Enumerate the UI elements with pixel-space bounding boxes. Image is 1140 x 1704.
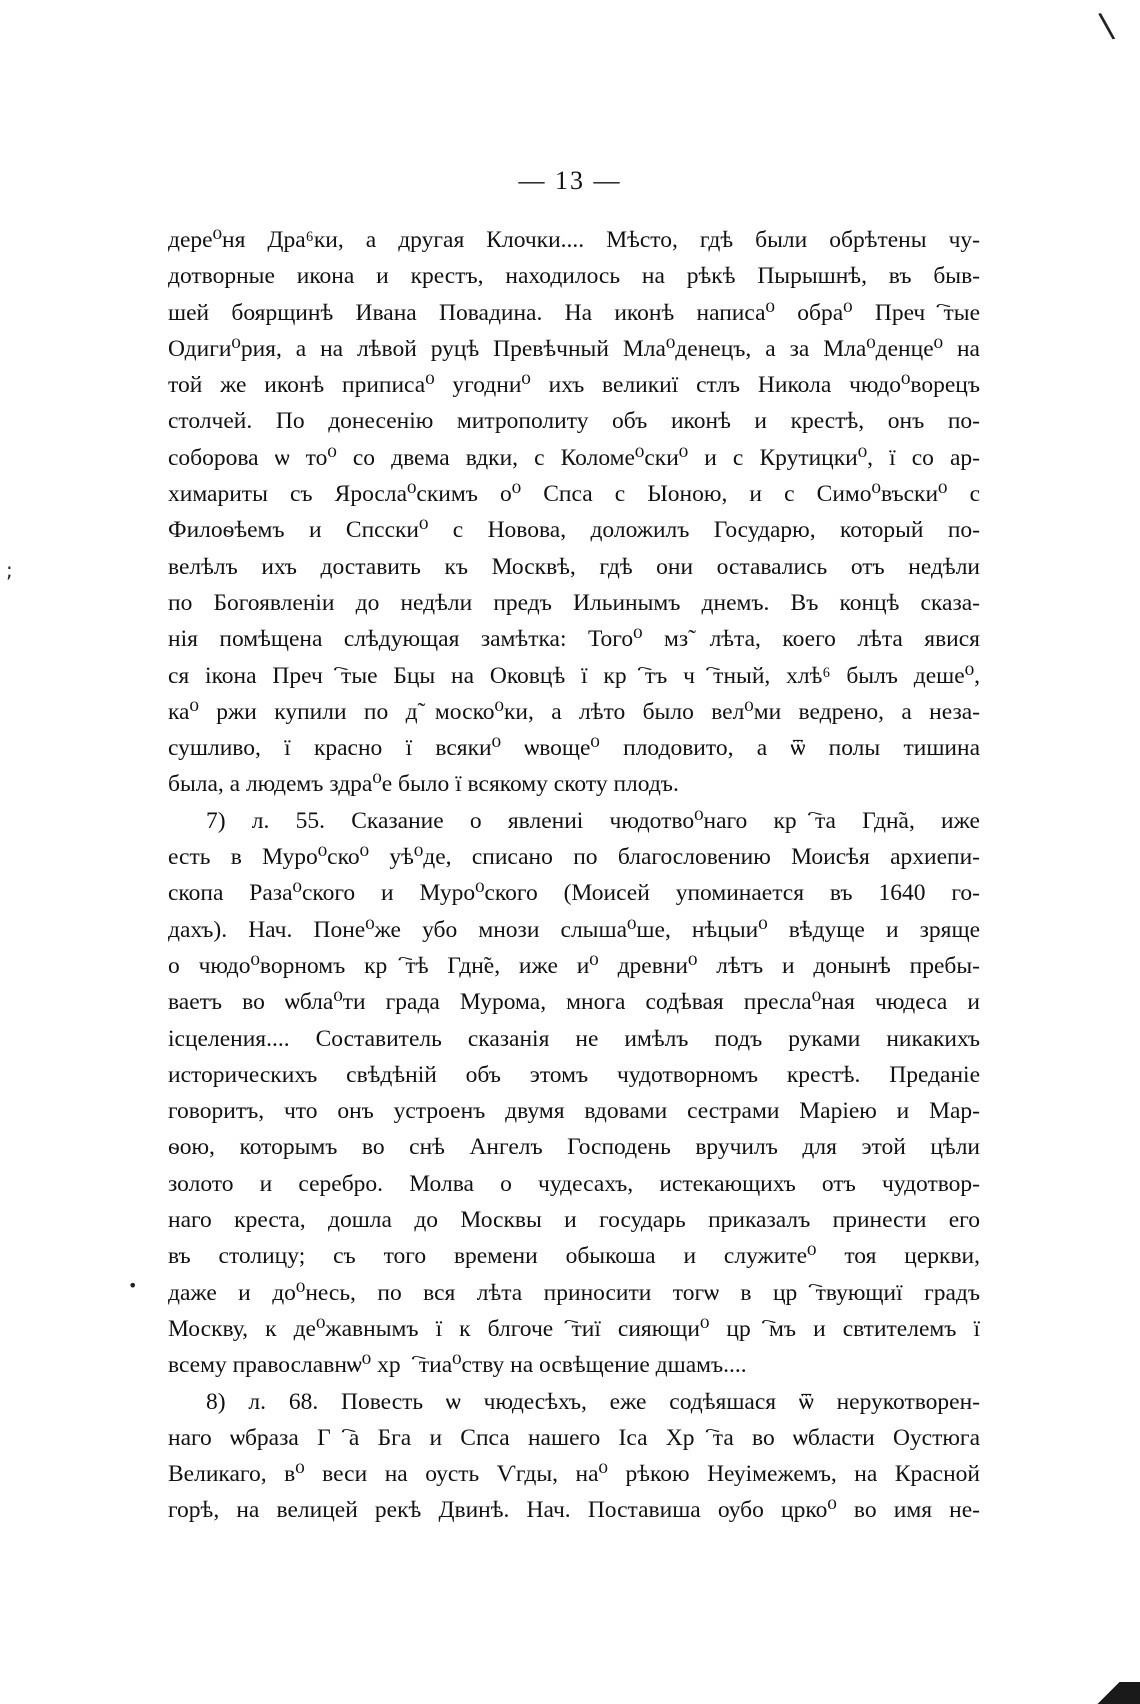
text-line: Москву, к де⁰жавнымъ ї к блгочеⷭ҇тиї сияющи⁰ црⷭ҇мъ и свтителемъ ї: [168, 1315, 980, 1342]
page-number: — 13 —: [518, 166, 622, 195]
text-line: дере⁰ня Дра⁶ки, а другая Клочки.... Мѣсто, гдѣ были обрѣтены чу-: [168, 227, 980, 253]
text-line: дахъ). Нач. Поне⁰же убо мнози слыша⁰ше, нѣцыи⁰ вѣдуще и зряще: [168, 916, 980, 943]
corner-scan-mark: \: [1096, 5, 1117, 47]
text-line: ѳою, которымъ во снѣ Ангелъ Господень вручилъ для этой цѣли: [168, 1134, 980, 1161]
text-line: есть в Муро⁰ско⁰ уѣ⁰де, списано по благословению Моисѣя архиепи-: [168, 844, 980, 871]
text-line: по Богоявленіи до недѣли предъ Ильинымъ днемъ. Въ концѣ сказа-: [168, 589, 980, 616]
text-line: ся ікона Пречⷭ҇тые Бцы на Оковцѣ ї крⷭ҇тъ чⷭ҇тный, хлѣ⁶ былъ деше⁰,: [168, 662, 980, 689]
text-line: столчей. По донесенію митрополиту объ иконѣ и крестѣ, онъ по-: [168, 408, 980, 435]
text-line: даже и до⁰несь, по вся лѣта приносити тогѡ в црⷭ҇твующиї градъ: [168, 1279, 980, 1306]
text-line: о чюдо⁰ворномъ крⷭ҇тѣ Гдн̃е, иже и⁰ древни⁰ лѣтъ и донынѣ пребы-: [168, 952, 980, 979]
text-line: была, а людемъ здра⁰е было ї всякому скоту плодъ.: [168, 771, 679, 798]
text-line: горѣ, на велицей рекѣ Двинѣ. Нач. Поставиша оубо црко⁰ во имя не-: [168, 1497, 980, 1524]
text-line: нія помѣщена слѣдующая замѣтка: Того⁰ мз̃ лѣта, коего лѣта явися: [168, 626, 980, 653]
text-line: наго ѡбраза Гⷭ҇а Бга и Спса нашего Іса Хрⷭ҇та во ѡбласти Оустюга: [168, 1424, 980, 1451]
text-line: Филоѳѣемъ и Спсски⁰ с Новова, доложилъ Государю, который по-: [168, 517, 980, 544]
text-line: той же иконѣ приписа⁰ угодни⁰ ихъ великиї стлъ Никола чюдо⁰ворецъ: [168, 372, 980, 399]
text-line: ваетъ во ѡбла⁰ти града Мурома, многа содѣвая пресла⁰ная чюдеса и: [168, 989, 980, 1016]
text-line: ка⁰ ржи купили по д̃ моско⁰ки, а лѣто было вел⁰ми ведрено, а неза-: [168, 698, 980, 725]
text-line: ісцеления.... Составитель сказанія не имѣлъ подъ руками никакихъ: [168, 1025, 980, 1052]
text-line: всему православнѡ⁰ хрⷭ҇тиа⁰ству на освѣщение дшамъ....: [168, 1352, 747, 1379]
text-line: соборова ѡ то⁰ со двема вдки, с Коломе⁰ски⁰ и с Крутицки⁰, ї со ар-: [168, 444, 980, 471]
text-line: шей боярщинѣ Ивана Повадина. На иконѣ написа⁰ обра⁰ Пречⷭ҇тые: [168, 299, 980, 326]
body-text: [168, 222, 980, 1529]
text-line: сушливо, ї красно ї всяки⁰ ѡвоще⁰ плодовито, а ѿ полы тишина: [168, 735, 980, 762]
text-line: говоритъ, что онъ устроенъ двумя вдовами сестрами Маріею и Мар-: [168, 1098, 980, 1125]
text-line: Одиги⁰рия, а на лѣвой руцѣ Превѣчный Мла⁰денецъ, а за Мла⁰денце⁰ на: [168, 335, 980, 362]
text-line: историческихъ свѣдѣній объ этомъ чудотворномъ крестѣ. Преданіе: [168, 1061, 980, 1088]
margin-bullet-mark: •: [128, 1276, 138, 1295]
text-line: скопа Раза⁰ского и Муро⁰ского (Моисей упоминается въ 1640 го-: [168, 880, 980, 907]
text-line: 7) л. 55. Сказание о явлениі чюдотво⁰наго крⷭ҇та Гдн̃а, иже: [206, 807, 980, 834]
text-line: золото и серебро. Молва о чудесахъ, истекающихъ отъ чудотвор-: [168, 1170, 980, 1197]
text-line: химариты съ Яросла⁰скимъ о⁰ Спса с Ыоною, и с Симо⁰въски⁰ с: [168, 481, 980, 508]
text-line: велѣлъ ихъ доставить къ Москвѣ, гдѣ они оставались отъ недѣли: [168, 553, 980, 580]
text-line: дотворные икона и крестъ, находилось на рѣкѣ Пырышнѣ, въ быв-: [168, 263, 980, 290]
text-line: 8) л. 68. Повесть ѡ чюдесѣхъ, еже содѣяшася ѿ нерукотворен-: [206, 1388, 980, 1415]
text-line: въ столицу; съ того времени обыкоша и служите⁰ тоя церкви,: [168, 1243, 980, 1270]
scan-corner-artifact: [1084, 1682, 1140, 1704]
text-line: Великаго, в⁰ веси на оусть Ѵгды, на⁰ рѣкою Неуімежемъ, на Красной: [168, 1461, 980, 1488]
text-line: наго креста, дошла до Москвы и государь приказалъ принести его: [168, 1207, 980, 1234]
left-margin-mark: ;: [6, 558, 13, 582]
